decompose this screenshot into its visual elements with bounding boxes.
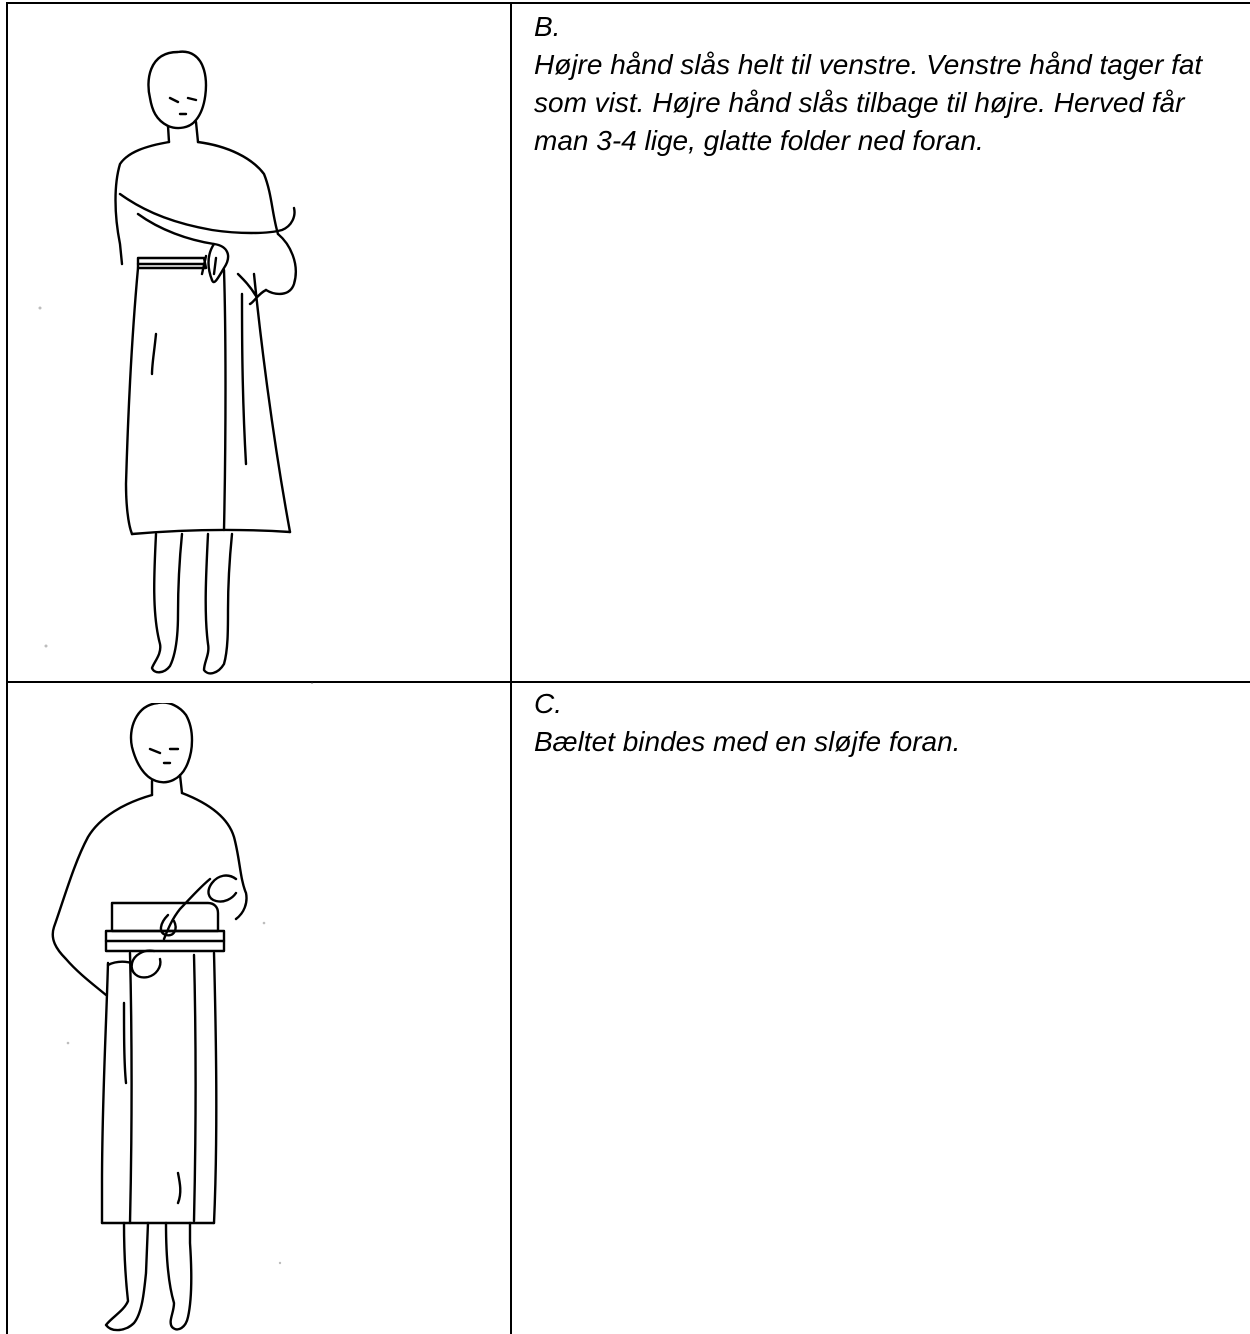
illustration-cell-b xyxy=(6,4,512,681)
instruction-table xyxy=(6,0,1250,1334)
person-folding-towel-figure xyxy=(28,34,358,684)
step-b-description: Højre hånd slås helt til venstre. Venstre hånd tager fat som vist. Højre hånd slås tilbage til højre. Herved får man 3-4 lige, glatte folder ned foran. xyxy=(534,49,1203,156)
step-b-letter: B. xyxy=(534,11,561,42)
step-b-text xyxy=(534,8,1236,160)
person-tying-belt-figure xyxy=(28,703,358,1333)
step-c-text xyxy=(534,685,1236,761)
text-cell-c xyxy=(512,681,1250,1334)
step-c-letter: C. xyxy=(534,688,562,719)
text-cell-b xyxy=(512,4,1250,681)
illustration-cell-c xyxy=(6,681,512,1334)
step-row-b xyxy=(6,2,1250,683)
step-c-description: Bæltet bindes med en sløjfe foran. xyxy=(534,726,961,757)
step-row-c xyxy=(6,681,1250,1334)
